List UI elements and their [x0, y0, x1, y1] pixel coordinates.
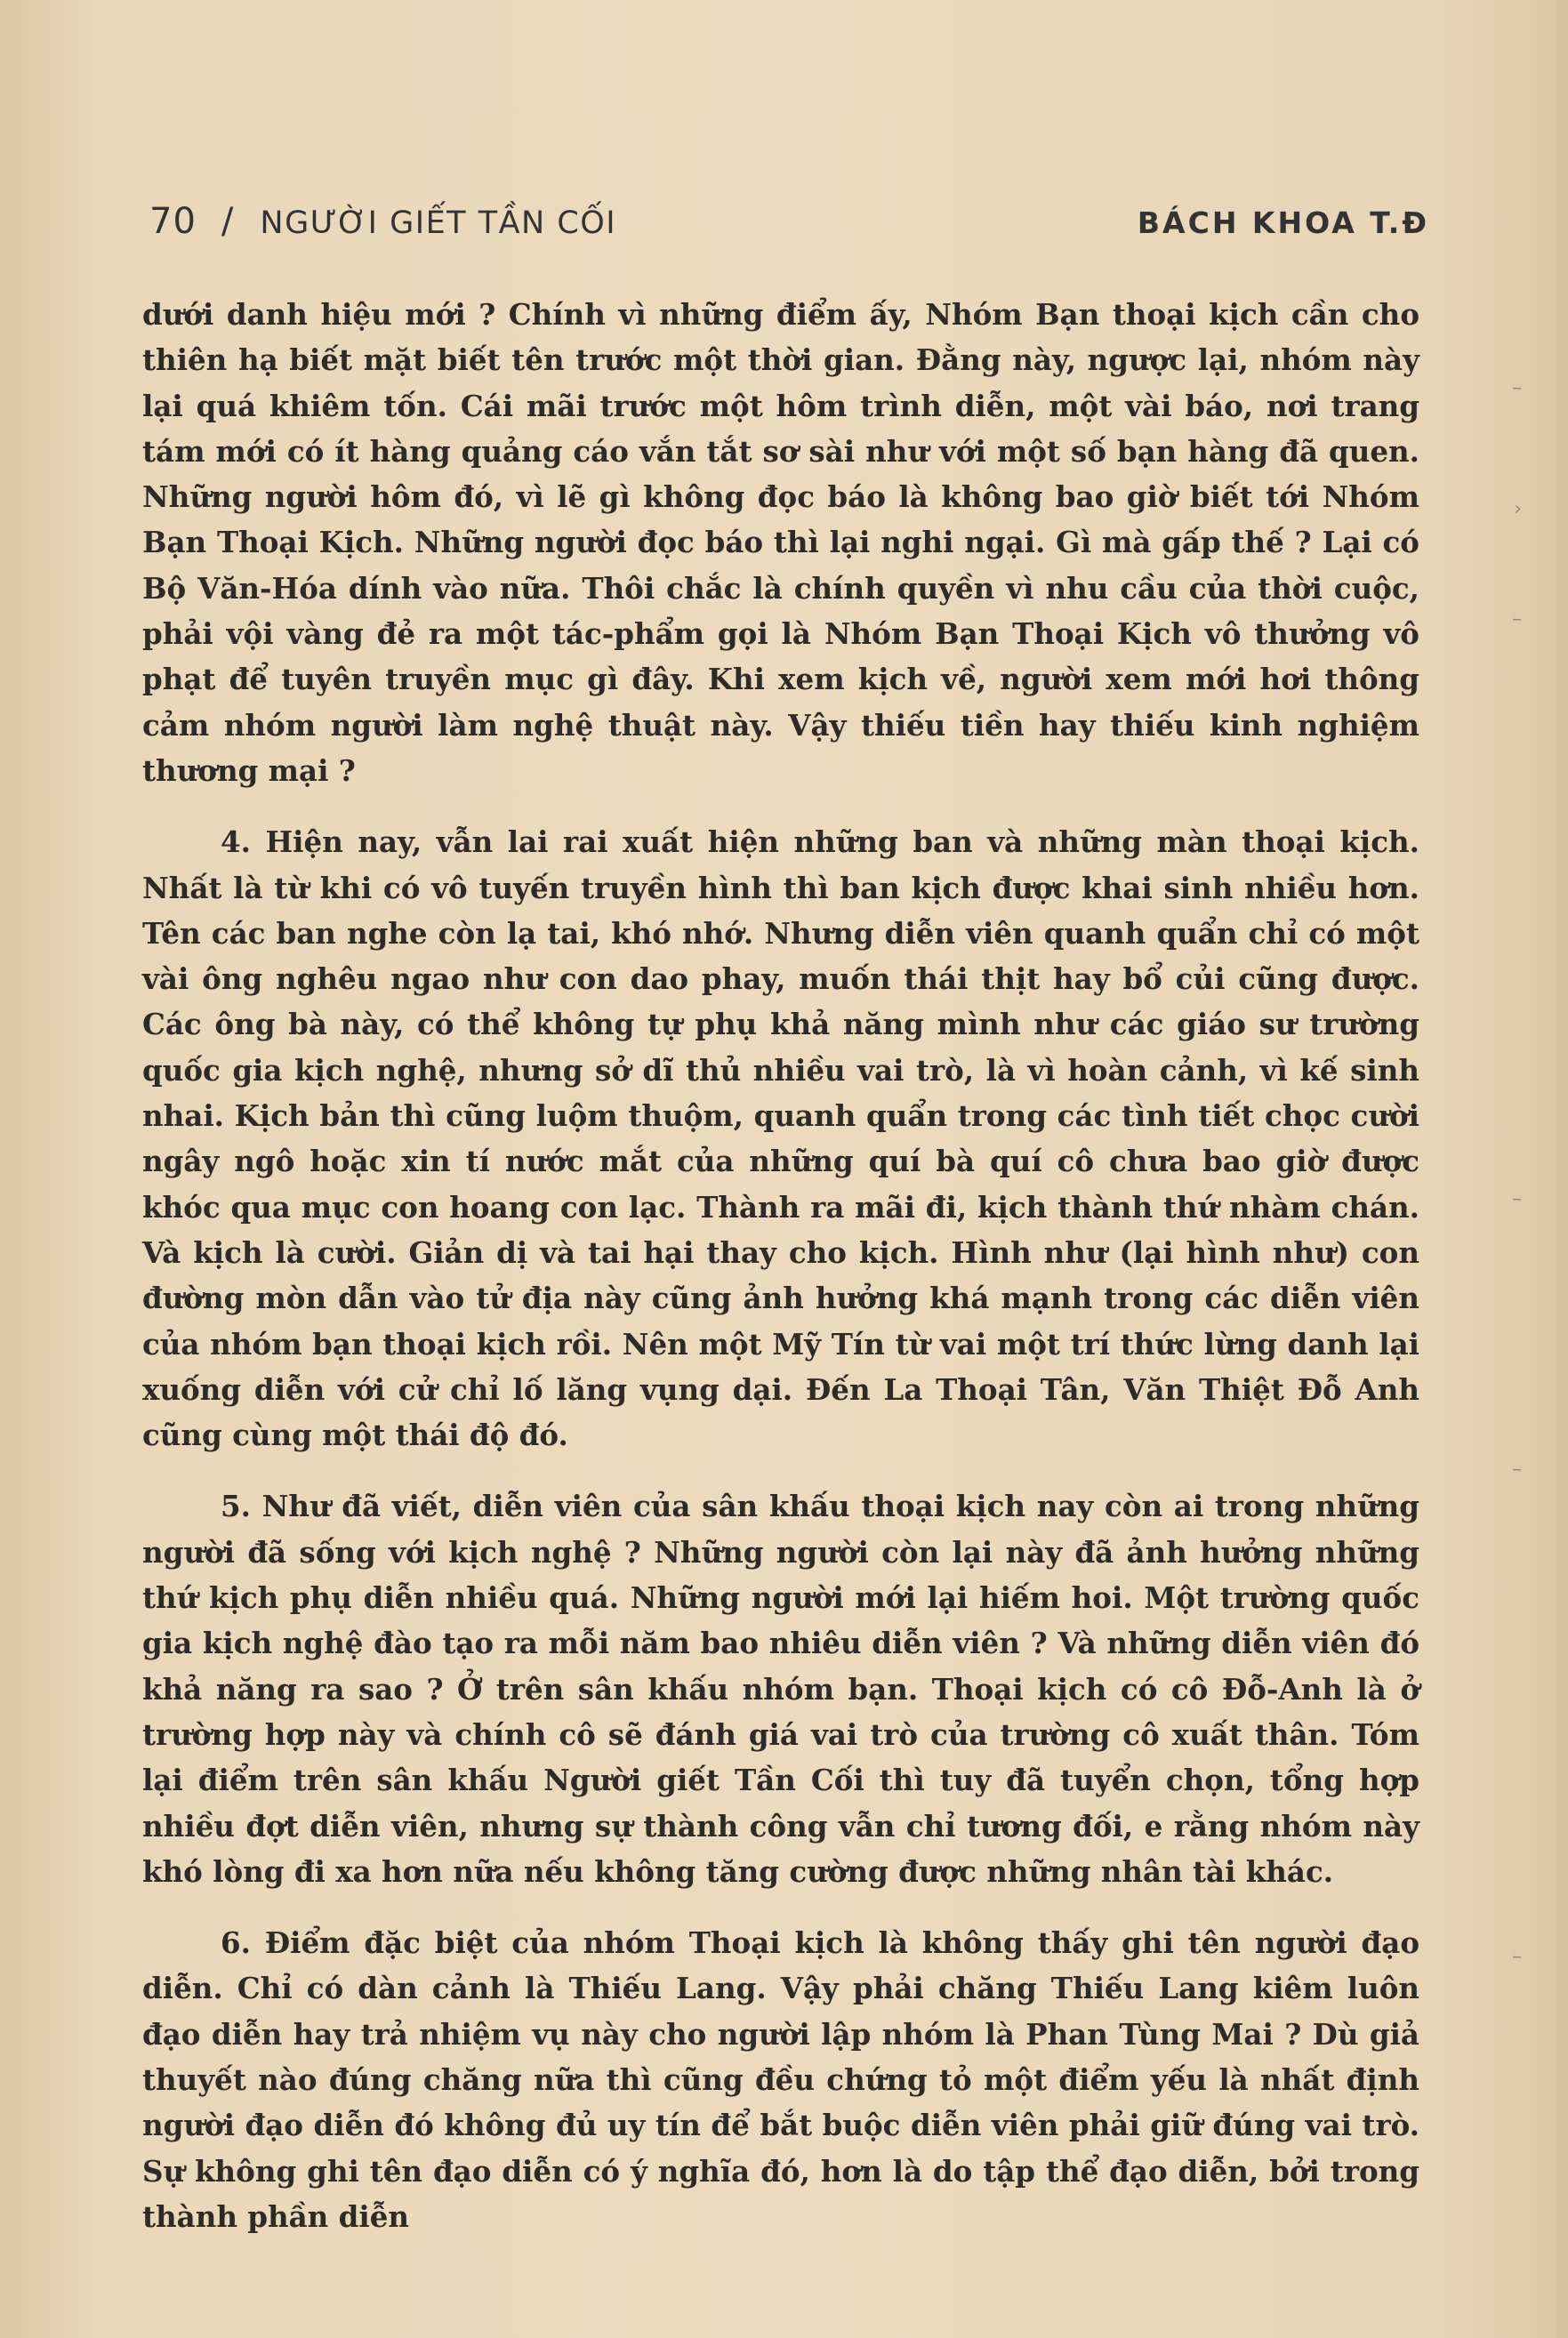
paragraph-point-4: 4. Hiện nay, vẫn lai rai xuất hiện những ban và những màn thoại kịch. Nhất là từ khi có vô tuyến truyền hình thì ban kịch được khai sinh nhiều hơn. Tên các ban nghe còn lạ tai, khó nhớ. Nhưng diễn viên quanh quẩn chỉ có một vài ông nghêu ngao như con dao phay, muốn thái thịt hay bổ củi cũng được. Các ông bà này, có thể không tự phụ khả năng mình như các giáo sư trường quốc gia kịch nghệ, nhưng sở dĩ thủ nhiều vai trò, là vì hoàn cảnh, vì kế sinh nhai. Kịch bản thì cũng luộm thuộm, quanh quẩn trong các tình tiết chọc cười ngây ngô hoặc xin tí nước mắt của những quí bà quí cô chưa bao giờ được khóc qua mục con hoang con lạc. Thành ra mãi đi, kịch thành thứ nhàm chán. Và kịch là cười. Giản dị và tai hại thay cho kịch. Hình như (lại hình như) con đường mòn dẫn vào tử địa này cũng ảnh hưởng khá mạnh trong các diễn viên của nhóm bạn thoại kịch rồi. Nên một Mỹ Tín từ vai một trí thức lừng danh lại xuống diễn với cử chỉ lố lăng vụng dại. Đến La Thoại Tân, Văn Thiệt Đỗ Anh cũng cùng một thái độ đó. — [142, 824, 1419, 1453]
margin-mark: – — [1512, 377, 1522, 399]
margin-mark: – — [1512, 1946, 1522, 1968]
running-header — [149, 201, 1429, 254]
margin-mark: – — [1512, 1458, 1522, 1481]
article-body — [142, 292, 1419, 2239]
paragraph-continued: dưới danh hiệu mới ? Chính vì những điểm ấy, Nhóm Bạn thoại kịch cần cho thiên hạ biết mặt biết tên trước một thời gian. Đằng này, ngược lại, nhóm này lại quá khiêm tốn. Cái mãi trước một hôm trình diễn, một vài báo, nơi trang tám mới có ít hàng quảng cáo vắn tắt sơ sài như với một số bạn hàng đã quen. Những người hôm đó, vì lẽ gì không đọc báo là không bao giờ biết tới Nhóm Bạn Thoại Kịch. Những người đọc báo thì lại nghi ngại. Gì mà gấp thế ? Lại có Bộ Văn-Hóa dính vào nữa. Thôi chắc là chính quyền vì nhu cầu của thời cuộc, phải vội vàng đẻ ra một tác-phẩm gọi là Nhóm Bạn Thoại Kịch vô thưởng vô phạt để tuyên truyền mục gì đây. Khi xem kịch về, người xem mới hơi thông cảm nhóm người làm nghệ thuật này. Vậy thiếu tiền hay thiếu kinh nghiệm thương mại ? — [142, 297, 1419, 788]
margin-mark: › — [1514, 498, 1522, 520]
margin-mark: – — [1512, 608, 1522, 631]
paragraph-point-5: 5. Như đã viết, diễn viên của sân khấu thoại kịch nay còn ai trong những người đã sống với kịch nghệ ? Những người còn lại này đã ảnh hưởng những thứ kịch phụ diễn nhiều quá. Những người mới lại hiếm hoi. Một trường quốc gia kịch nghệ đào tạo ra mỗi năm bao nhiêu diễn viên ? Và những diễn viên đó khả năng ra sao ? Ở trên sân khấu nhóm bạn. Thoại kịch có cô Đỗ-Anh là ở trường hợp này và chính cô sẽ đánh giá vai trò của trường cô xuất thân. Tóm lại điểm trên sân khấu Người giết Tần Cối thì tuy đã tuyển chọn, tổng hợp nhiều đợt diễn viên, nhưng sự thành công vẫn chỉ tương đối, e rằng nhóm này khó lòng đi xa hơn nữa nếu không tăng cường được những nhân tài khác. — [142, 1489, 1419, 1889]
page-number: 70 — [149, 201, 197, 242]
header-separator: / — [221, 201, 234, 242]
margin-mark: – — [1512, 1188, 1522, 1210]
book-title: NGƯỜI GIẾT TẦN CỐI — [260, 205, 617, 241]
paragraph-point-6: 6. Điểm đặc biệt của nhóm Thoại kịch là không thấy ghi tên người đạo diễn. Chỉ có dàn cảnh là Thiếu Lang. Vậy phải chăng Thiếu Lang kiêm luôn đạo diễn hay trả nhiệm vụ này cho người lập nhóm là Phan Tùng Mai ? Dù giả thuyết nào đúng chăng nữa thì cũng đều chứng tỏ một điểm yếu là nhất định người đạo diễn đó không đủ uy tín để bắt buộc diễn viên phải giữ đúng vai trò. Sự không ghi tên đạo diễn có ý nghĩa đó, hơn là do tập thể đạo diễn, bởi trong thành phần diễn — [142, 1925, 1419, 2234]
journal-title: BÁCH KHOA T.Đ — [1137, 205, 1429, 240]
